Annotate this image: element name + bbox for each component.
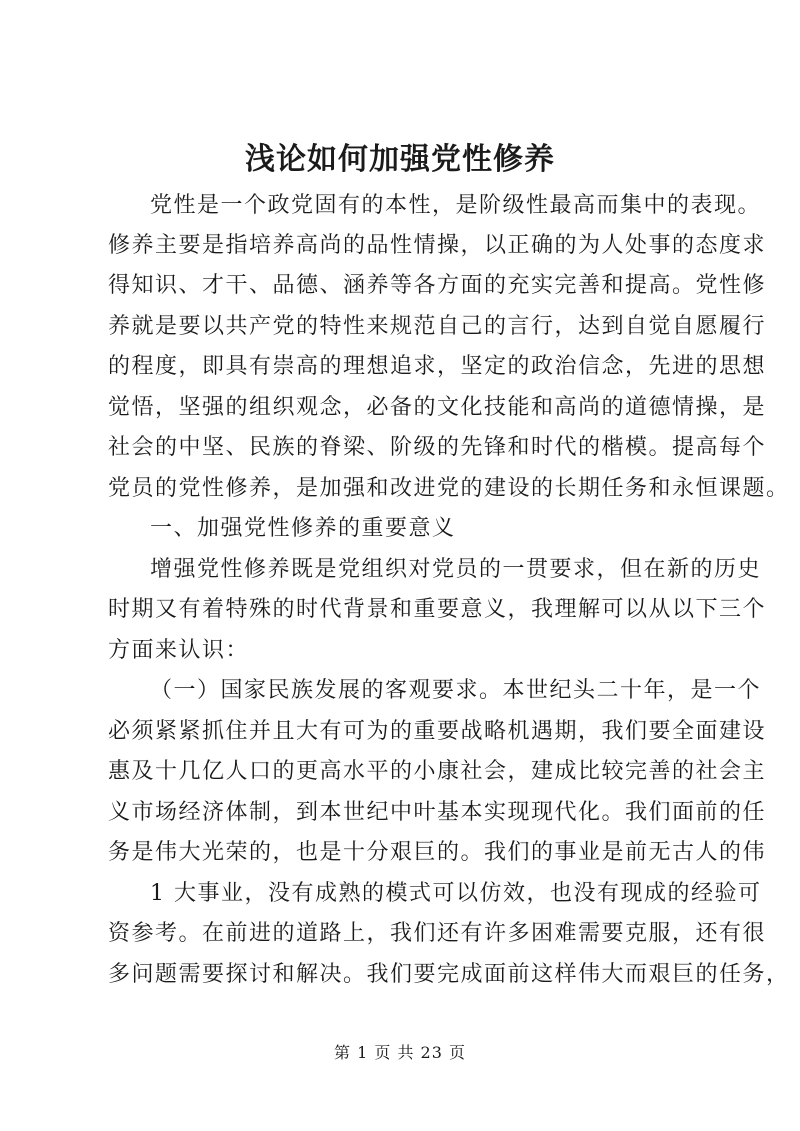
text-line: 义市场经济体制，到本世纪中叶基本实现现代化。我们面前的任 [108, 800, 767, 825]
page-number: 第 1 页 共 23 页 [334, 1043, 466, 1062]
text-line: 资参考。在前进的道路上，我们还有许多困难需要克服，还有很 [108, 921, 767, 946]
text-line: 惠及十几亿人口的更高水平的小康社会，建成比较完善的社会主 [108, 759, 767, 784]
subsection-line: （一）国家民族发展的客观要求。本世纪头二十年，是一个 [150, 678, 762, 703]
text-line: 的程度，即具有崇高的理想追求，坚定的政治信念，先进的思想 [108, 354, 767, 379]
text-line: 必须紧紧抓住并且大有可为的重要战略机遇期，我们要全面建设 [108, 719, 767, 744]
text-line: 时期又有着特殊的时代背景和重要意义，我理解可以从以下三个 [108, 597, 767, 622]
text-line: 得知识、才干、品德、涵养等各方面的充实完善和提高。党性修 [108, 273, 767, 298]
text-line: 觉悟，坚强的组织观念，必备的文化技能和高尚的道德情操，是 [108, 395, 767, 420]
text-line: 党性是一个政党固有的本性，是阶级性最高而集中的表现。 [150, 193, 762, 218]
text-line: 1 大事业，没有成熟的模式可以仿效，也没有现成的经验可 [150, 881, 762, 906]
text-line: 养就是要以共产党的特性来规范自己的言行，达到自觉自愿履行 [108, 314, 767, 339]
text-line: 社会的中坚、民族的脊梁、阶级的先锋和时代的楷模。提高每个 [108, 435, 767, 460]
document-title: 浅论如何加强党性修养 [245, 142, 555, 177]
section-heading: 一、加强党性修养的重要意义 [150, 516, 456, 541]
text-line: 党员的党性修养，是加强和改进党的建设的长期任务和永恒课题。 [108, 476, 790, 501]
text-line: 增强党性修养既是党组织对党员的一贯要求，但在新的历史 [150, 557, 762, 582]
text-line: 务是伟大光荣的，也是十分艰巨的。我们的事业是前无古人的伟 [108, 840, 767, 865]
text-line: 修养主要是指培养高尚的品性情操，以正确的为人处事的态度求 [108, 233, 767, 258]
text-line: 方面来认识： [108, 638, 250, 663]
text-line: 多问题需要探讨和解决。我们要完成面前这样伟大而艰巨的任务， [108, 962, 790, 987]
